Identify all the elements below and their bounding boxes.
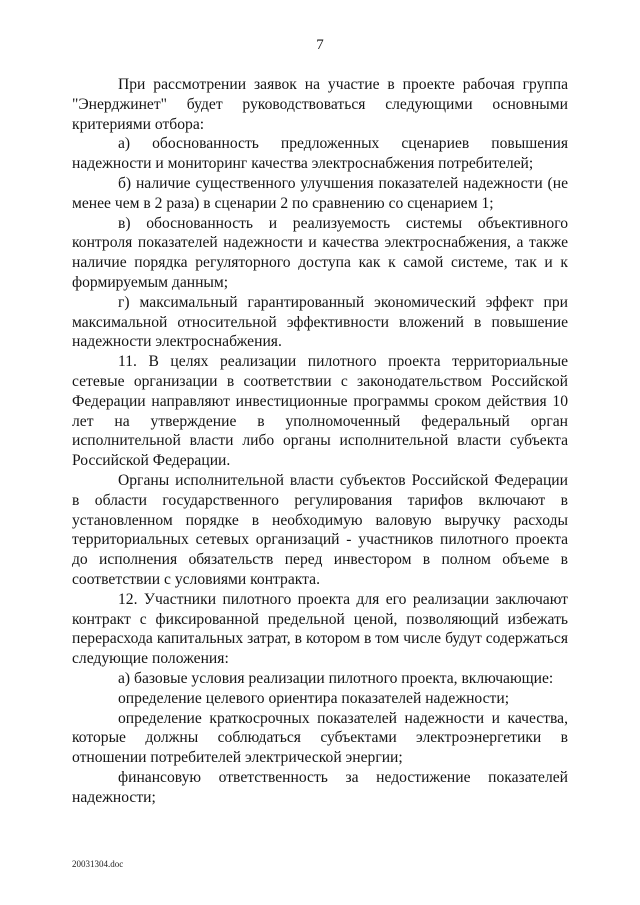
- paragraph-criterion-b: б) наличие существенного улучшения показателей надежности (не менее чем в 2 раза) в сценарии 2 по сравнению со сценарием 1;: [72, 174, 568, 212]
- paragraph-selection-criteria-intro: При рассмотрении заявок на участие в проекте рабочая группа "Энерджинет" будет руководствоваться следующими основными критериями отбора:: [72, 76, 568, 133]
- paragraph-short-term-indicators: определение краткосрочных показателей надежности и качества, которые должны соблюдаться субъектами электроэнергетики в отношении потребителей электрической энергии;: [72, 709, 568, 767]
- footer-filename: 20031304.doc: [72, 859, 124, 869]
- paragraph-criterion-g: г) максимальный гарантированный экономический эффект при максимальной относительной эффективности вложений в повышение надежности электроснабжения.: [72, 293, 568, 351]
- paragraph-target-reliability: определение целевого ориентира показателей надежности;: [118, 689, 510, 707]
- paragraph-clause-11: 11. В целях реализации пилотного проекта территориальные сетевые организации в соответствии с законодательством Российской Федерации направляют инвестиционные программы сроком действия 10 лет на утверждение в уполномоченный федеральный орган исполнительной власти либо органы исполнительной власти субъекта Российской Федерации.: [72, 353, 568, 470]
- paragraph-criterion-v: в) обоснованность и реализуемость системы объективного контроля показателей надежности и качества электроснабжения, а также наличие порядка регуляторного доступа как к самой системе, так и к формируемым данным;: [72, 214, 568, 291]
- paragraph-base-conditions: а) базовые условия реализации пилотного проекта, включающие:: [118, 669, 554, 687]
- paragraph-criterion-a: а) обоснованность предложенных сценариев повышения надежности и мониторинг качества электроснабжения потребителей;: [72, 135, 568, 173]
- paragraph-regional-authorities: Органы исполнительной власти субъектов Российской Федерации в области государственного регулирования тарифов включают в установленном порядке в необходимую валовую выручку расходы территориальных сетевых организаций - участников пилотного проекта до исполнения обязательств перед инвестором в полном объеме в соответствии с условиями контракта.: [72, 471, 568, 588]
- paragraph-clause-12: 12. Участники пилотного проекта для его реализации заключают контракт с фиксированной предельной ценой, позволяющий избежать перерасхода капитальных затрат, в котором в том числе будут содержаться следующие положения:: [72, 590, 568, 668]
- document-body: [72, 75, 568, 807]
- page-number: 7: [316, 37, 324, 53]
- paragraph-financial-responsibility: финансовую ответственность за недостижение показателей надежности;: [72, 768, 568, 806]
